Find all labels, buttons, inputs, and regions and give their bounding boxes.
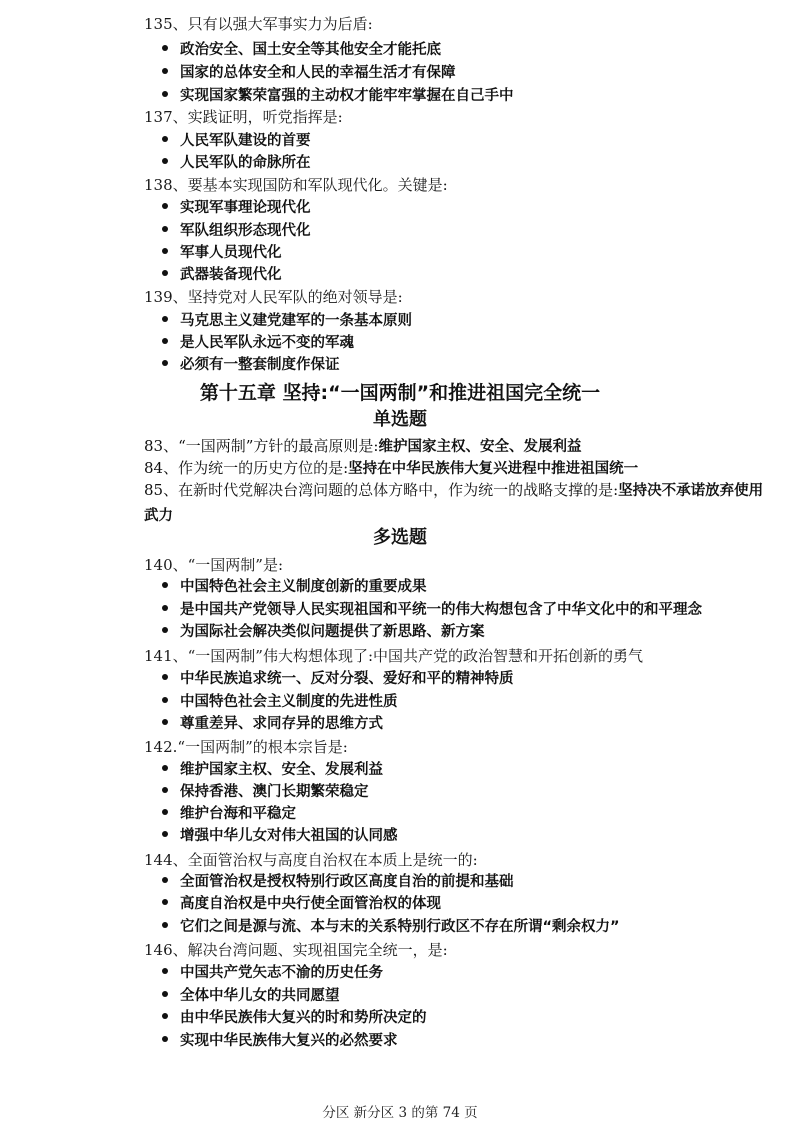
question-135: 135、只有以强大军事实力为后盾:: [144, 15, 373, 33]
answer-text: 维护国家主权、安全、发展利益: [378, 439, 582, 455]
answer-text: 坚持在中华民族伟大复兴进程中推进祖国统一: [348, 461, 639, 477]
bullet-icon: [162, 338, 168, 344]
bullet-item: 政治安全、国土安全等其他安全才能托底: [162, 40, 441, 60]
bullet-icon: [162, 68, 168, 74]
question-137: 137、实践证明，听党指挥是:: [144, 108, 343, 126]
bullet-item: 维护台海和平稳定: [162, 804, 296, 824]
question-138: 138、要基本实现国防和军队现代化。关键是:: [144, 176, 448, 194]
bullet-item: 保持香港、澳门长期繁荣稳定: [162, 782, 369, 802]
bullet-icon: [162, 158, 168, 164]
bullet-icon: [162, 922, 168, 928]
bullet-icon: [162, 360, 168, 366]
bullet-item: 是中国共产党领导人民实现祖国和平统一的伟大构想包含了中华文化中的和平理念: [162, 600, 702, 620]
answer-text: 坚持决不承诺放弃使用武力: [144, 483, 764, 524]
bullet-icon: [162, 787, 168, 793]
question-142: 142.“一国两制”的根本宗旨是:: [144, 738, 348, 756]
bullet-item: 中国特色社会主义制度创新的重要成果: [162, 577, 427, 597]
bullet-icon: [162, 697, 168, 703]
bullet-icon: [162, 1013, 168, 1019]
bullet-icon: [162, 91, 168, 97]
single-choice-heading: 单选题: [373, 409, 427, 430]
bullet-icon: [162, 627, 168, 633]
question-139: 139、坚持党对人民军队的绝对领导是:: [144, 288, 403, 306]
bullet-icon: [162, 765, 168, 771]
question-141: 141、“一国两制”伟大构想体现了:中国共产党的政治智慧和开拓创新的勇气: [144, 647, 644, 665]
bullet-icon: [162, 877, 168, 883]
bullet-icon: [162, 582, 168, 588]
bullet-icon: [162, 991, 168, 997]
bullet-icon: [162, 45, 168, 51]
chapter-title: 第十五章 坚持:“一国两制”和推进祖国完全统一: [199, 382, 601, 404]
bullet-item: 全体中华儿女的共同愿望: [162, 986, 340, 1006]
bullet-icon: [162, 809, 168, 815]
single-question-84: 84、作为统一的历史方位的是:坚持在中华民族伟大复兴进程中推进祖国统一: [144, 459, 639, 477]
bullet-icon: [162, 316, 168, 322]
bullet-icon: [162, 226, 168, 232]
bullet-icon: [162, 203, 168, 209]
bullet-item: 国家的总体安全和人民的幸福生活才有保障: [162, 63, 456, 83]
bullet-icon: [162, 899, 168, 905]
bullet-item: 是人民军队永远不变的军魂: [162, 333, 354, 353]
question-140: 140、“一国两制”是:: [144, 556, 284, 574]
single-question-83: 83、“一国两制”方针的最高原则是:维护国家主权、安全、发展利益: [144, 437, 582, 455]
bullet-item: 马克思主义建党建军的一条基本原则: [162, 311, 412, 331]
single-question-85: 85、在新时代党解决台湾问题的总体方略中，作为统一的战略支撑的是:坚持决不承诺放弃使用武力: [144, 481, 764, 524]
bullet-item: 维护国家主权、安全、发展利益: [162, 760, 383, 780]
bullet-item: 高度自治权是中央行使全面管治权的体现: [162, 894, 441, 914]
bullet-item: 实现国家繁荣富强的主动权才能牢牢掌握在自己手中: [162, 86, 514, 106]
bullet-item: 尊重差异、求同存异的思维方式: [162, 714, 383, 734]
bullet-item: 全面管治权是授权特别行政区高度自治的前提和基础: [162, 872, 514, 892]
bullet-item: 军队组织形态现代化: [162, 221, 311, 241]
bullet-item: 必须有一整套制度作保证: [162, 355, 340, 375]
bullet-icon: [162, 674, 168, 680]
bullet-item: 为国际社会解决类似问题提供了新思路、新方案: [162, 622, 485, 642]
bullet-icon: [162, 605, 168, 611]
bullet-item: 军事人员现代化: [162, 243, 282, 263]
page-footer: 分区 新分区 3 的第 74 页: [322, 1105, 478, 1121]
bullet-item: 由中华民族伟大复兴的时和势所决定的: [162, 1008, 427, 1028]
bullet-item: 武器装备现代化: [162, 265, 282, 285]
bullet-icon: [162, 719, 168, 725]
bullet-icon: [162, 270, 168, 276]
bullet-item: 中国共产党矢志不渝的历史任务: [162, 963, 383, 983]
multi-choice-heading: 多选题: [373, 527, 427, 548]
bullet-item: 增强中华儿女对伟大祖国的认同感: [162, 826, 398, 846]
bullet-icon: [162, 248, 168, 254]
bullet-icon: [162, 831, 168, 837]
bullet-item: 中国特色社会主义制度的先进性质: [162, 692, 398, 712]
bullet-item: 实现中华民族伟大复兴的必然要求: [162, 1031, 398, 1051]
question-144: 144、全面管治权与高度自治权在本质上是统一的:: [144, 851, 478, 869]
bullet-icon: [162, 968, 168, 974]
bullet-icon: [162, 136, 168, 142]
question-146: 146、解决台湾问题、实现祖国完全统一，是:: [144, 941, 448, 959]
bullet-item: 人民军队建设的首要: [162, 131, 311, 151]
bullet-icon: [162, 1036, 168, 1042]
bullet-item: 它们之间是源与流、本与末的关系特别行政区不存在所谓“剩余权力”: [162, 917, 620, 937]
bullet-item: 人民军队的命脉所在: [162, 153, 311, 173]
bullet-item: 中华民族追求统一、反对分裂、爱好和平的精神特质: [162, 669, 514, 689]
bullet-item: 实现军事理论现代化: [162, 198, 311, 218]
